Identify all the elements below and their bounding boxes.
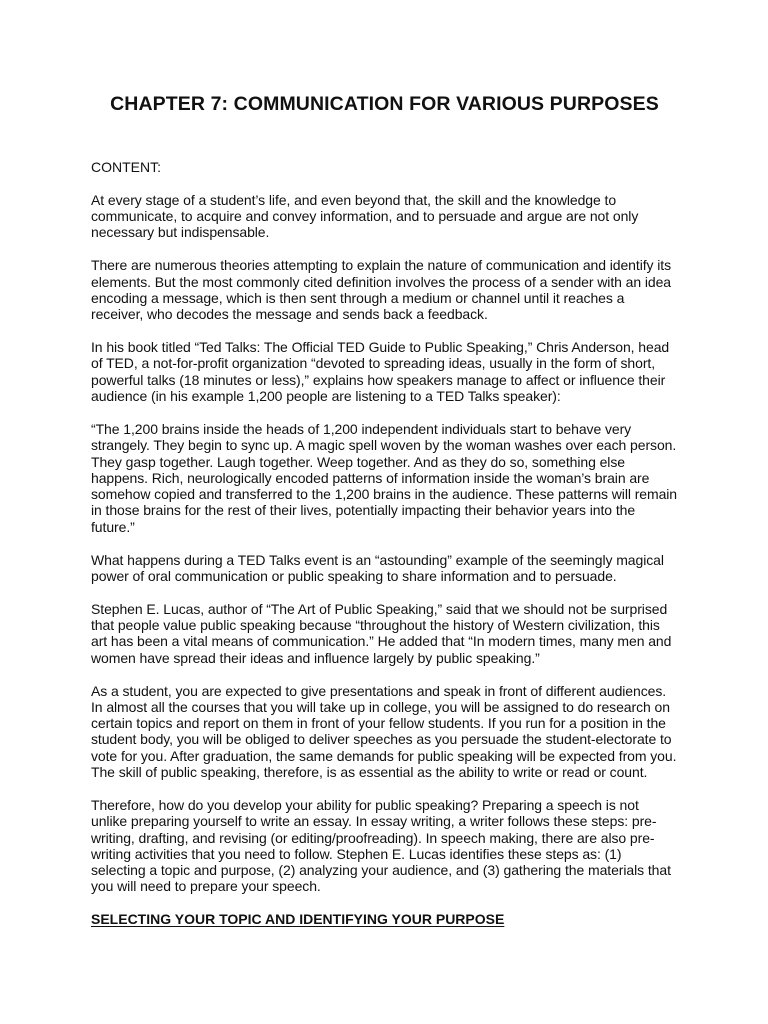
paragraph-intro: At every stage of a student’s life, and even beyond that, the skill and the knowledge to communicate, to acquire and convey information, and to persuade and argue are not only necessary but indispensable. <box>91 191 639 241</box>
paragraph-ted-guide: In his book titled “Ted Talks: The Official TED Guide to Public Speaking,” Chris Anderson, head of TED, a not-for-profit organization “devoted to spreading ideas, usually in the form of short, powerful talks (18 minutes or less),” explains how speakers manage to affect or influence their audience (in his example 1,200 people are listening to a TED Talks speaker): <box>91 339 670 405</box>
section-heading: SELECTING YOUR TOPIC AND IDENTIFYING YOUR PURPOSE <box>91 911 505 928</box>
paragraph-anderson-quote: “The 1,200 brains inside the heads of 1,200 independent individuals start to behave very strangely. They begin to sync up. A magic spell woven by the woman washes over each person. They gasp together. Laugh together. Weep together. And as they do so, something else happens. Rich, neurologically encoded patterns of information inside the woman’s brain are somehow copied and transferred to the 1,200 brains in the audience. These patterns will remain in those brains for the rest of their lives, potentially impacting their behavior years into the future.” <box>91 420 678 535</box>
paragraph-student-speaking: As a student, you are expected to give presentations and speak in front of different audiences. In almost all the courses that you will take up in college, you will be assigned to do research on certain topics and report on them in front of your fellow students. If you run for a position in the student body, you will be obliged to deliver speeches as you persuade the student-electorate to vote for you. After graduation, the same demands for public speaking will be expected from you. The skill of public speaking, therefore, is as essential as the ability to write or read or count. <box>91 682 677 781</box>
chapter-title: CHAPTER 7: COMMUNICATION FOR VARIOUS PURPOSES <box>110 93 659 115</box>
paragraph-speech-preparation: Therefore, how do you develop your ability for public speaking? Preparing a speech is not unlike preparing yourself to write an essay. In essay writing, a writer follows these steps: pre-writing, drafting, and revising (or editing/proofreading). In speech making, there are also pre-writing activities that you need to follow. Stephen E. Lucas identifies these steps as: (1) selecting a topic and purpose, (2) analyzing your audience, and (3) gathering the materials that you will need to prepare your speech. <box>91 796 671 895</box>
content-label: CONTENT: <box>91 159 161 175</box>
paragraph-lucas: Stephen E. Lucas, author of “The Art of Public Speaking,” said that we should not be surprised that people value public speaking because “throughout the history of Western civilization, this art has been a vital means of communication.” He added that “In modern times, many men and women have spread their ideas and influence largely by public speaking.” <box>91 600 672 666</box>
paragraph-communication-theories: There are numerous theories attempting to explain the nature of communication and identify its elements. But the most commonly cited definition involves the process of a sender with an idea encoding a message, which is then sent through a medium or channel until it reaches a receiver, who decodes the message and sends back a feedback. <box>91 257 672 323</box>
paragraph-ted-event: What happens during a TED Talks event is an “astounding” example of the seemingly magical power of oral communication or public speaking to share information and to persuade. <box>91 551 664 584</box>
